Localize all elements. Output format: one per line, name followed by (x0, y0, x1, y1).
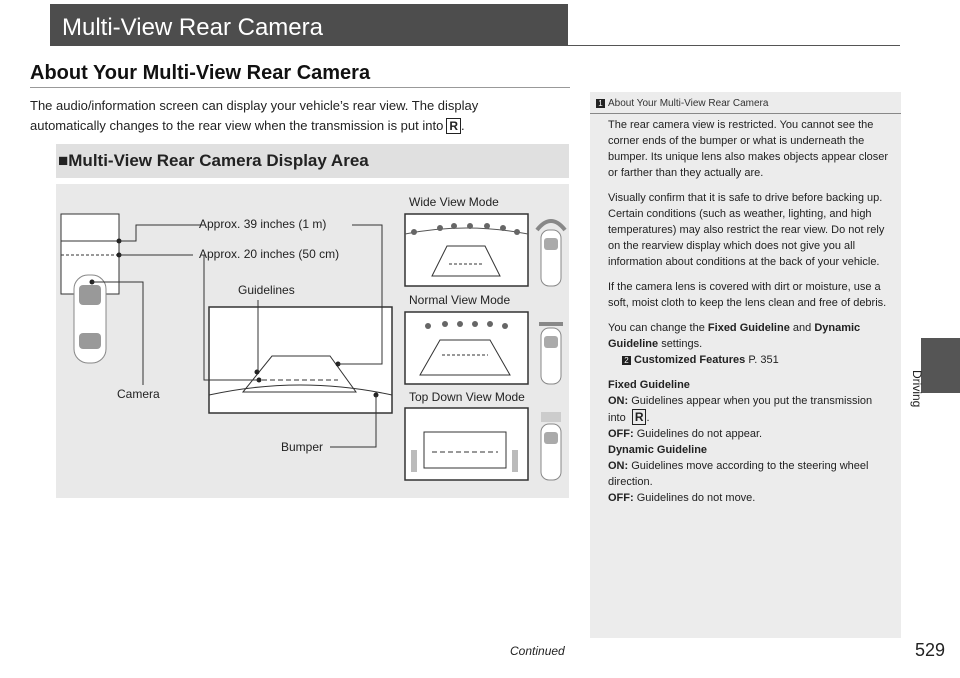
chapter-tab (921, 338, 960, 393)
note-p2: Visually confirm that it is safe to drive before backing up. Certain conditions (such as weather, lighting, and high temperatures) may also restrict the rear view. Do not rely on the rearview display which does not give you all information about conditions at the back of your vehicle. (608, 192, 885, 268)
car-icon-normal (539, 324, 563, 384)
intro-line-1: The audio/information screen can display your vehicle’s rear view. The display (30, 98, 479, 113)
dyn-off-label: OFF: (608, 492, 634, 504)
fixed-on-label: ON: (608, 395, 629, 407)
fixed-guideline-title: Fixed Guideline (608, 379, 690, 391)
customized-features-link[interactable] (608, 352, 890, 368)
note-p4-fixed: Fixed Guideline (707, 322, 790, 334)
rear-view-screen (209, 307, 392, 413)
intro-period: . (461, 118, 465, 133)
dyn-on-label: ON: (608, 460, 629, 472)
reference-arrow-icon: 2 (622, 356, 631, 365)
ref-page: P. 351 (748, 354, 779, 366)
fixed-off-label: OFF: (608, 428, 634, 440)
fixed-r-key-badge: R (632, 409, 647, 425)
label-camera: Camera (117, 387, 160, 401)
label-wide-view: Wide View Mode (409, 195, 499, 209)
dyn-off-text: Guidelines do not move. (636, 492, 756, 504)
page-number: 529 (915, 640, 946, 660)
notes-heading (596, 98, 768, 109)
notes-rule (590, 113, 901, 114)
leader-39 (119, 225, 193, 241)
fixed-on-text: Guidelines appear when you put the transmission into (608, 395, 873, 424)
label-normal-view: Normal View Mode (409, 293, 511, 307)
car-icon-wide (537, 221, 565, 286)
wide-view-screen (405, 214, 528, 286)
label-20-inches: Approx. 20 inches (50 cm) (199, 247, 340, 261)
label-39-inches: Approx. 39 inches (1 m) (199, 217, 327, 231)
note-p4-end: settings. (661, 338, 703, 350)
continued-label: Continued (510, 644, 565, 658)
subheading: ■Multi-View Rear Camera Display Area (58, 151, 369, 170)
section-title: Multi-View Rear Camera (62, 14, 323, 41)
label-top-down-view: Top Down View Mode (409, 390, 525, 404)
notes-body (608, 117, 890, 506)
fixed-guideline-section: Fixed Guideline ON: Guidelines appear when you put the transmission into R . OFF: Guidelines do not appear. Dynamic Guideline ON: Guidelines move according to the steering wheel direction. OFF: Guidelines do not move. (608, 379, 873, 504)
fixed-off-text: Guidelines do not appear. (636, 428, 763, 440)
note-p4-dynamic: Dynamic Guideline (608, 322, 861, 350)
note-marker-icon: 1 (596, 99, 605, 108)
dyn-on-text: Guidelines move according to the steering wheel direction. (608, 460, 869, 488)
intro-line-2: automatically changes to the rear view when the transmission is put into (30, 118, 444, 133)
dynamic-guideline-title: Dynamic Guideline (608, 444, 708, 456)
car-top-view-icon (74, 275, 106, 363)
normal-view-screen (405, 312, 528, 384)
notes-heading-text: About Your Multi-View Rear Camera (608, 98, 769, 109)
note-p1: The rear camera view is restricted. You cannot see the corner ends of the bumper or what is underneath the bumper. Its unique lens also makes objects appear closer or farther than they actually are. (608, 119, 889, 179)
label-guidelines: Guidelines (238, 283, 295, 297)
note-p4 (608, 320, 890, 368)
label-bumper: Bumper (281, 440, 324, 454)
car-icon-top-down (541, 412, 561, 480)
note-p4-and: and (792, 322, 812, 334)
note-p3: If the camera lens is covered with dirt or moisture, use a soft, moist cloth to keep the lens clean and free of debris. (608, 281, 887, 309)
chapter-tab-label: Driving (910, 370, 924, 408)
note-p4-pre: You can change the (608, 322, 705, 334)
ref-title: Customized Features (634, 354, 746, 366)
r-key-badge: R (446, 118, 461, 134)
top-down-view-screen (405, 408, 528, 480)
page-heading: About Your Multi-View Rear Camera (30, 62, 371, 84)
